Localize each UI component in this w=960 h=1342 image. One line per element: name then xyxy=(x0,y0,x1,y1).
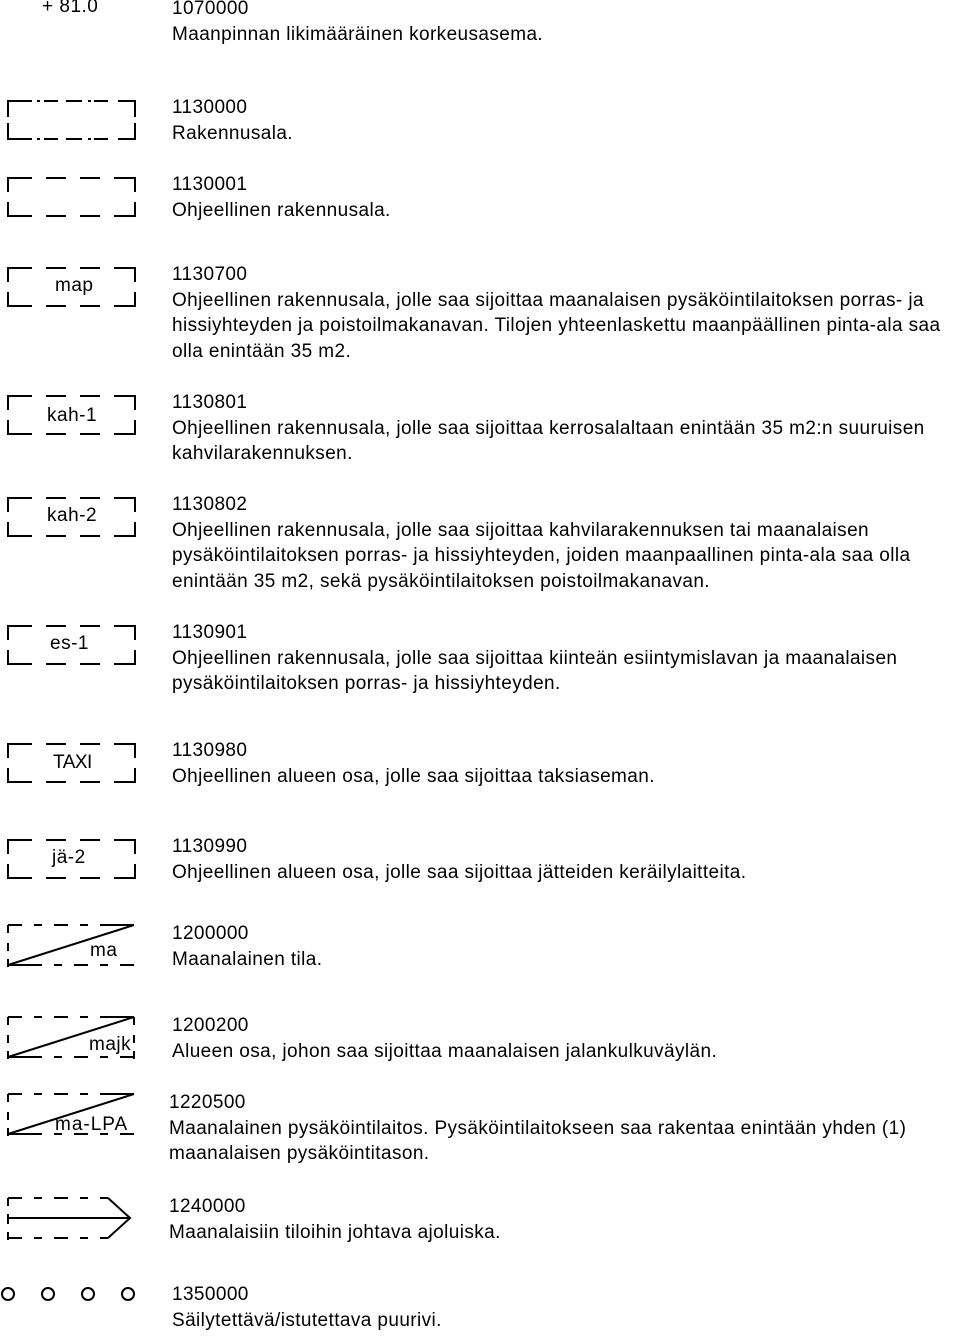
building-area-symbol xyxy=(0,95,145,155)
legend-code: 1130980 xyxy=(172,740,248,761)
es-1-symbol xyxy=(0,620,145,680)
symbol-label: ma xyxy=(90,940,118,961)
legend-text xyxy=(172,1282,957,1333)
legend-text xyxy=(172,492,957,594)
legend-description: Alueen osa, johon saa sijoittaa maanalaisen jalankulkuväylän. xyxy=(172,1040,718,1062)
legend-description: Ohjeellinen alueen osa, jolle saa sijoittaa taksiaseman. xyxy=(172,765,655,787)
legend-text xyxy=(172,1013,957,1064)
underground-parking-symbol xyxy=(0,1090,145,1150)
legend-text xyxy=(172,262,957,364)
underground-walkway-symbol xyxy=(0,1013,145,1073)
ramp-arrow-symbol xyxy=(0,1194,145,1254)
legend-description: Ohjeellinen rakennusala, jolle saa sijoittaa maanalaisen pysäköintilaitoksen porras- ja hissiyhteyden ja poistoilmakanavan. Tilojen yhteenlaskettu maanpäällinen pinta-ala saa olla enintään 35 m2. xyxy=(172,289,941,362)
legend-code: 1130000 xyxy=(172,97,248,118)
symbol-label: kah-2 xyxy=(47,505,98,526)
legend-code: 1130001 xyxy=(172,174,248,195)
legend-text xyxy=(172,620,957,697)
legend-code: 1240000 xyxy=(169,1196,246,1217)
legend-code: 1130801 xyxy=(172,392,248,413)
underground-space-symbol xyxy=(0,921,145,981)
legend-text xyxy=(172,921,957,972)
legend-description: Maanpinnan likimääräinen korkeusasema. xyxy=(172,23,544,45)
legend-description: Rakennusala. xyxy=(172,122,293,144)
legend-description: Ohjeellinen rakennusala, jolle saa sijoittaa kerrosalaltaan enintään 35 m2:n suuruisen kahvilarakennuksen. xyxy=(172,417,925,464)
legend-code: 1070000 xyxy=(172,0,249,19)
symbol-label: map xyxy=(55,275,94,296)
legend-code: 1130901 xyxy=(172,622,248,643)
symbol-label: ma-LPA xyxy=(55,1114,129,1135)
symbol-label: TAXI xyxy=(53,752,92,773)
legend-code: 1130802 xyxy=(172,494,248,515)
ja-2-symbol xyxy=(0,834,145,894)
legend-description: Säilytettävä/istutettava puurivi. xyxy=(172,1309,442,1331)
legend-description: Ohjeellinen alueen osa, jolle saa sijoittaa jätteiden keräilylaitteita. xyxy=(172,861,747,883)
legend-description: Ohjeellinen rakennusala, jolle saa sijoittaa kahvilarakennuksen tai maanalaisen pysäköintilaitoksen porras- ja hissiyhteyden, joiden maanpaallinen pinta-ala saa olla enintään 35 m2, sekä pysäköintilaitoksen poistoilmakanavan. xyxy=(172,519,911,592)
legend-code: 1130990 xyxy=(172,836,248,857)
elevation-value: + 81.0 xyxy=(42,0,99,17)
legend-text xyxy=(172,95,957,146)
map-symbol xyxy=(0,262,145,322)
legend-code: 1220500 xyxy=(169,1092,246,1113)
kah-2-symbol xyxy=(0,492,145,552)
legend-text xyxy=(169,1194,954,1245)
legend-text xyxy=(172,0,957,47)
tree-row-symbol xyxy=(0,1282,145,1342)
legend-description: Maanalainen tila. xyxy=(172,948,323,970)
taxi-symbol xyxy=(0,738,145,798)
legend-text xyxy=(169,1090,954,1167)
legend-code: 1200200 xyxy=(172,1015,249,1036)
symbol-label: es-1 xyxy=(50,633,89,654)
legend-description: Maanalainen pysäköintilaitos. Pysäköintilaitokseen saa rakentaa enintään yhden (1) maanalaisen pysäköintitason. xyxy=(169,1117,907,1164)
legend-text xyxy=(172,738,957,789)
legend-description: Maanalaisiin tiloihin johtava ajoluiska. xyxy=(169,1221,501,1243)
kah-1-symbol xyxy=(0,390,145,450)
legend-code: 1350000 xyxy=(172,1284,249,1305)
indicative-building-area-symbol xyxy=(0,172,145,232)
symbol-label: kah-1 xyxy=(47,405,98,426)
symbol-label: jä-2 xyxy=(52,847,86,868)
legend-code: 1200000 xyxy=(172,923,249,944)
legend-description: Ohjeellinen rakennusala. xyxy=(172,199,391,221)
legend-text xyxy=(172,834,957,885)
symbol-label: majk xyxy=(89,1034,132,1055)
legend-description: Ohjeellinen rakennusala, jolle saa sijoittaa kiinteän esiintymislavan ja maanalaisen pysäköintilaitoksen porras- ja hissiyhteyden. xyxy=(172,647,898,694)
legend-code: 1130700 xyxy=(172,264,248,285)
legend-text xyxy=(172,390,957,467)
legend-text xyxy=(172,172,957,223)
